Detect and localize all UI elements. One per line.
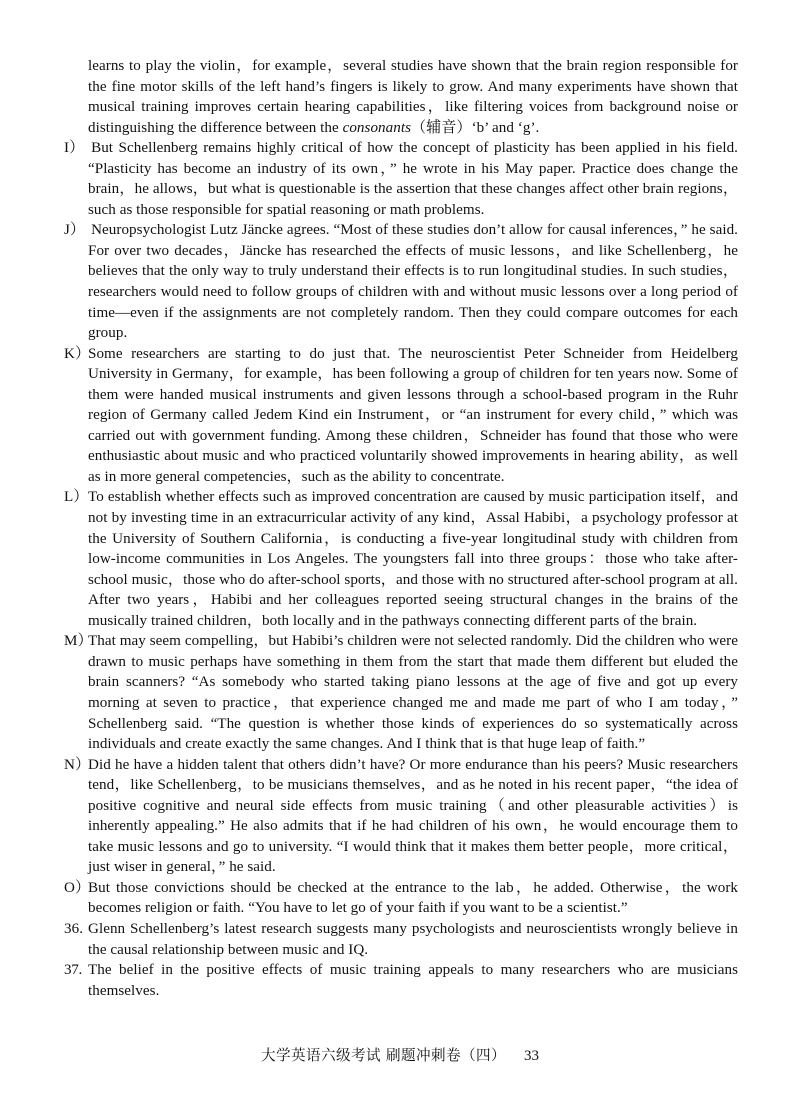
paragraph-O: [64, 878, 738, 919]
paragraph-label-N: N）: [64, 756, 91, 773]
paragraph-text-L: To establish whether effects such as improved concentration are caused by music participation itself，and not by investing time in an extracurricular activity of any kind，Assal Habibi，a psychology professor at the University of Southern California，is conducting a five-year longitudinal study with children from low-income communities in Los Angeles. The youngsters fall into three groups：those who take after-school music，those who do after-school sports，and those with no structured after-school program at all. After two years，Habibi and her colleagues reported seeing structural changes in the brains of the musically trained children，both locally and in the pathways connecting different parts of the brain.: [88, 489, 738, 629]
page-content: [64, 56, 738, 1001]
paragraph-J: [64, 220, 738, 343]
paragraph-I: [64, 138, 738, 220]
paragraph-label-M: M）: [64, 633, 93, 650]
paragraph-text-K: Some researchers are starting to do just that. The neuroscientist Peter Schneider from Heidelberg University in Germany，for example，has been following a group of children for ten years now. Some of them were handed musical instruments and given lessons through a school-based program in the Ruhr region of Germany called Jedem Kind ein Instrument，or “an instrument for every child，” which was carried out with government funding. Among these children，Schneider has found that those who were enthusiastic about music and who practiced voluntarily showed improvements in hearing ability，as well as in more general competencies，such as the ability to concentrate.: [88, 345, 738, 485]
question-36: [64, 919, 738, 960]
question-text-37: The belief in the positive effects of music training appeals to many researchers who are musicians themselves.: [88, 962, 738, 999]
paragraph-label-K: K）: [64, 345, 91, 362]
paragraph-L: [64, 487, 738, 631]
paragraph-N: [64, 755, 738, 878]
paragraph-label-J: J）: [64, 222, 86, 239]
paragraph-text-N: Did he have a hidden talent that others didn’t have? Or more endurance than his peers? Music researchers tend，like Schellenberg，to be musicians themselves，and as he noted in his recent paper，“the idea of positive cognitive and neural side effects from music training（and other pleasurable activities）is inherently appealing.” He also admits that if he had children of his own，he would encourage them to take music lessons and go to university. “I would think that it makes them better people，more critical，just wiser in general，” he said.: [88, 756, 738, 876]
page-number: 33: [523, 1048, 539, 1064]
question-number-37: 37.: [64, 962, 82, 979]
paragraph-M: [64, 631, 738, 754]
paragraph-label-O: O）: [64, 879, 91, 896]
paragraph-text-M: That may seem compelling，but Habibi’s children were not selected randomly. Did the children who were drawn to music perhaps have something in them from the start that made them different but eluded the brain scanners? “As somebody who started taking piano lessons at the age of five and got up every morning at seven to practice，that experience changed me and made me part of who I am today，” Schellenberg said. “The question is whether those kinds of experiences do so systematically across individuals and create exactly the same changes. And I think that is that huge leap of faith.”: [88, 633, 738, 753]
paragraph-label-I: I）: [64, 140, 85, 157]
paragraph-continued-text-pre: learns to play the violin，for example，several studies have shown that the brain region responsible for the fine motor skills of the left hand’s fingers is likely to grow. And many experiments have shown that musical training improves certain hearing capabilities，like filtering voices from background noise or distinguishing the difference between the: [88, 58, 738, 136]
paragraph-continued-text-post: （辅音）‘b’ and ‘g’.: [411, 119, 540, 136]
question-37: [64, 960, 738, 1001]
page-footer: [0, 1046, 800, 1066]
italic-term-consonants: consonants: [342, 119, 411, 136]
question-number-36: 36.: [64, 920, 84, 937]
paragraph-continued: [64, 56, 738, 138]
paragraph-label-L: L）: [64, 489, 89, 506]
paragraph-text-O: But those convictions should be checked at the entrance to the lab，he added. Otherwise，the work becomes religion or faith. “You have to let go of your faith if you want to be a scientist.”: [88, 879, 738, 917]
footer-title: 大学英语六级考试 刷题冲刺卷（四）: [261, 1047, 506, 1064]
paragraph-text-J: Neuropsychologist Lutz Jäncke agrees. “Most of these studies don’t allow for causal inferences，” he said. For over two decades，Jäncke has researched the effects of music lessons，and like Schellenberg，he believes that the only way to truly understand their effects is to run longitudinal studies. In such studies，researchers would need to follow groups of children with and without music lessons over a long period of time—even if the assignments are not completely random. Then they could compare outcomes for each group.: [88, 222, 738, 342]
question-text-36: Glenn Schellenberg’s latest research suggests many psychologists and neuroscientists wrongly believe in the causal relationship between music and IQ.: [88, 920, 738, 958]
paragraph-K: [64, 344, 738, 488]
paragraph-text-I: But Schellenberg remains highly critical of how the concept of plasticity has been applied in his field. “Plasticity has become an industry of its own，” he wrote in his May paper. Practice does change the brain，he allows，but what is questionable is the assertion that these changes affect other brain regions，such as those responsible for spatial reasoning or math problems.: [88, 140, 738, 218]
